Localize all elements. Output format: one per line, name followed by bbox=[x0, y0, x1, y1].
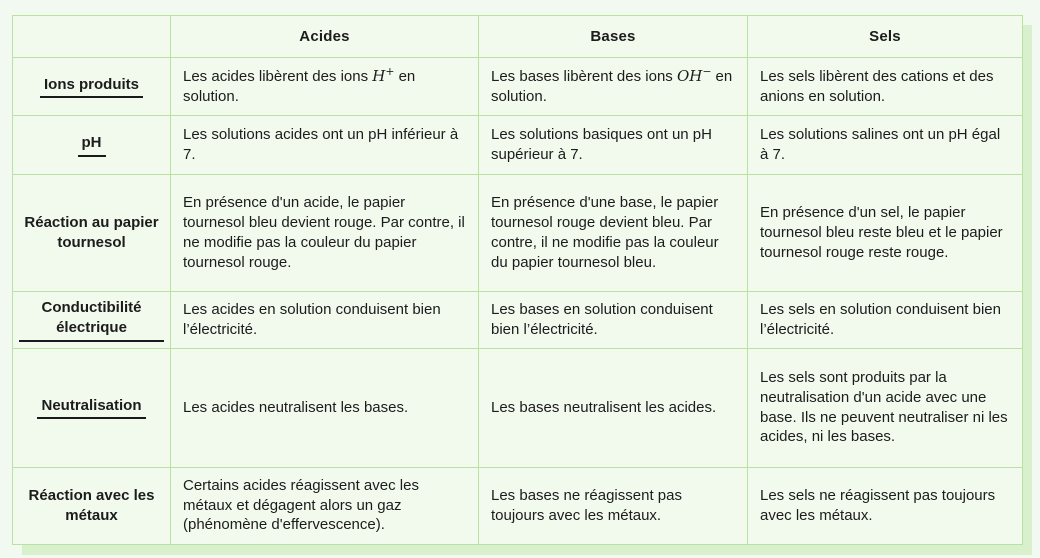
row-label: Réaction au papier tournesol bbox=[24, 214, 159, 251]
table-row bbox=[13, 292, 1023, 349]
table-cell: Les solutions salines ont un pH égal à 7. bbox=[748, 116, 1023, 175]
row-label: pH bbox=[78, 133, 106, 157]
table-cell: Les bases neutralisent les acides. bbox=[479, 348, 748, 467]
row-label-cell bbox=[13, 348, 171, 467]
table-cell: En présence d'un sel, le papier tournesol bleu reste bleu et le papier tournesol rouge reste rouge. bbox=[748, 175, 1023, 292]
table-row bbox=[13, 175, 1023, 292]
table-row bbox=[13, 58, 1023, 116]
row-label: Ions produits bbox=[40, 75, 143, 99]
table-cell: Les sels libèrent des cations et des anions en solution. bbox=[748, 58, 1023, 116]
table-cell: Les sels ne réagissent pas toujours avec les métaux. bbox=[748, 467, 1023, 544]
header-row bbox=[13, 16, 1023, 58]
table-cell: Les acides en solution conduisent bien l’électricité. bbox=[171, 292, 479, 349]
table-cell: Les bases en solution conduisent bien l’électricité. bbox=[479, 292, 748, 349]
table-cell: Les bases ne réagissent pas toujours avec les métaux. bbox=[479, 467, 748, 544]
table-cell: En présence d'un acide, le papier tournesol bleu devient rouge. Par contre, il ne modifie pas la couleur du papier tournesol rouge. bbox=[171, 175, 479, 292]
column-header-bases: Bases bbox=[479, 16, 748, 58]
table-cell: Les solutions acides ont un pH inférieur à 7. bbox=[171, 116, 479, 175]
table-cell: Les solutions basiques ont un pH supérieur à 7. bbox=[479, 116, 748, 175]
table-cell: En présence d'une base, le papier tournesol rouge devient bleu. Par contre, il ne modifie pas la couleur du papier tournesol bleu. bbox=[479, 175, 748, 292]
table-cell: Certains acides réagissent avec les métaux et dégagent alors un gaz (phénomène d'effervescence). bbox=[171, 467, 479, 544]
row-label: Conductibilité électrique bbox=[19, 298, 164, 342]
ion-formula: OH− bbox=[676, 64, 712, 85]
row-label: Réaction avec les métaux bbox=[28, 486, 155, 524]
table-row bbox=[13, 116, 1023, 175]
ion-formula: H+ bbox=[372, 64, 395, 85]
row-label-cell bbox=[13, 116, 171, 175]
table-cell: Les sels en solution conduisent bien l’électricité. bbox=[748, 292, 1023, 349]
acids-bases-salts-table bbox=[12, 15, 1023, 545]
table-row bbox=[13, 348, 1023, 467]
row-label-cell bbox=[13, 58, 171, 116]
row-label-cell bbox=[13, 467, 171, 544]
corner-cell bbox=[13, 16, 171, 58]
column-header-sels: Sels bbox=[748, 16, 1023, 58]
row-label-cell bbox=[13, 292, 171, 349]
table-cell: Les sels sont produits par la neutralisation d'un acide avec une base. Ils ne peuvent neutraliser ni les acides, ni les bases. bbox=[748, 348, 1023, 467]
table-row bbox=[13, 467, 1023, 544]
column-header-acides: Acides bbox=[171, 16, 479, 58]
table-cell: Les bases libèrent des ions OH− en solution. bbox=[479, 58, 748, 116]
table-cell: Les acides neutralisent les bases. bbox=[171, 348, 479, 467]
row-label-cell bbox=[13, 175, 171, 292]
table-cell: Les acides libèrent des ions H+ en solution. bbox=[171, 58, 479, 116]
comparison-table-card bbox=[12, 15, 1022, 545]
table-body bbox=[13, 58, 1023, 545]
row-label: Neutralisation bbox=[37, 396, 145, 420]
